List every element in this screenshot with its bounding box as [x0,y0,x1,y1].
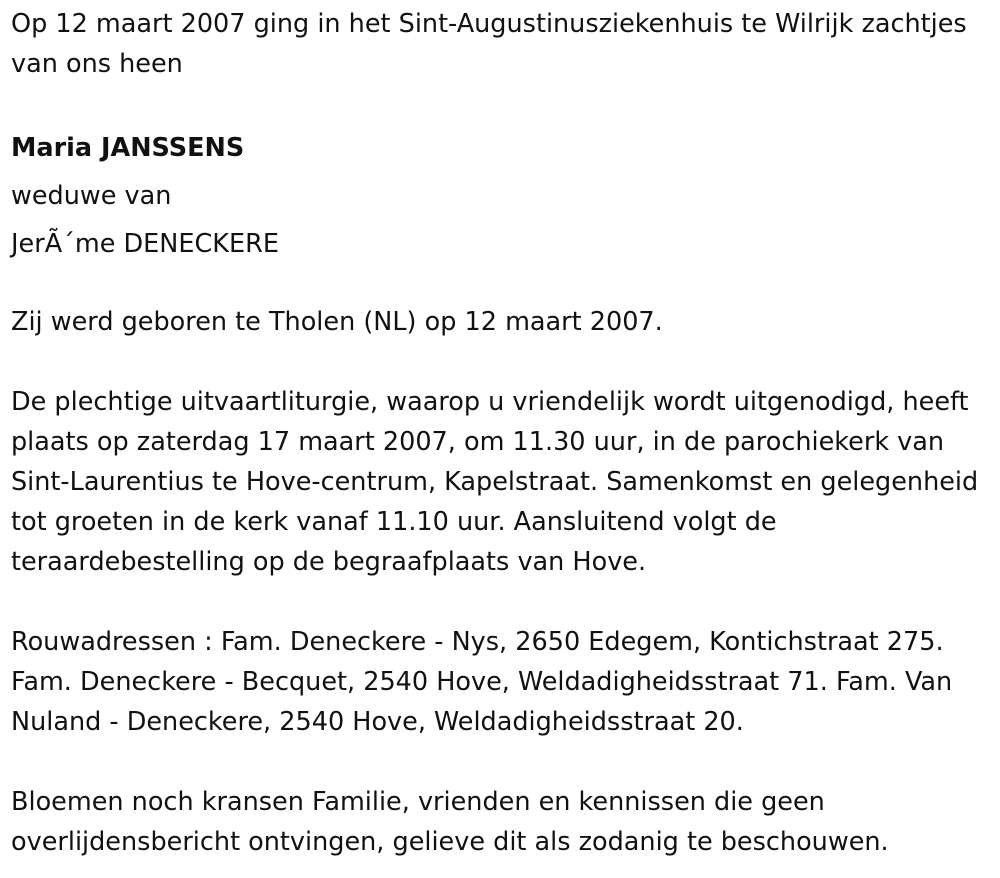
obituary-notice [11,4,991,862]
intro-text: Op 12 maart 2007 ging in het Sint-Augustinusziekenhuis te Wilrijk zachtjes van ons heen [11,9,967,79]
birth-text: Zij werd geboren te Tholen (NL) op 12 maart 2007. [11,307,663,337]
spouse-name: JerÃ´me DENECKERE [11,229,279,259]
closing-text: Bloemen noch kransen Familie, vrienden en kennissen die geen overlijdensbericht ontvingen, gelieve dit als zodanig te beschouwen. [11,787,889,857]
addresses-text: Rouwadressen : Fam. Deneckere - Nys, 2650 Edegem, Kontichstraat 275. Fam. Deneckere - Becquet, 2540 Hove, Weldadigheidsstraat 71. Fam. Van Nuland - Deneckere, 2540 Hove, Weldadigheidsstraat 20. [11,627,953,737]
ceremony-text: De plechtige uitvaartliturgie, waarop u vriendelijk wordt uitgenodigd, heeft plaats op zaterdag 17 maart 2007, om 11.30 uur, in de parochiekerk van Sint-Laurentius te Hove-centrum, Kapelstraat. Samenkomst en gelegenheid tot groeten in de kerk vanaf 11.10 uur. Aansluitend volgt de teraardebestelling op de begraafplaats van Hove. [11,387,979,577]
deceased-name: Maria JANSSENS [11,133,245,163]
relation-text: weduwe van [11,181,172,211]
name-block [11,124,991,268]
